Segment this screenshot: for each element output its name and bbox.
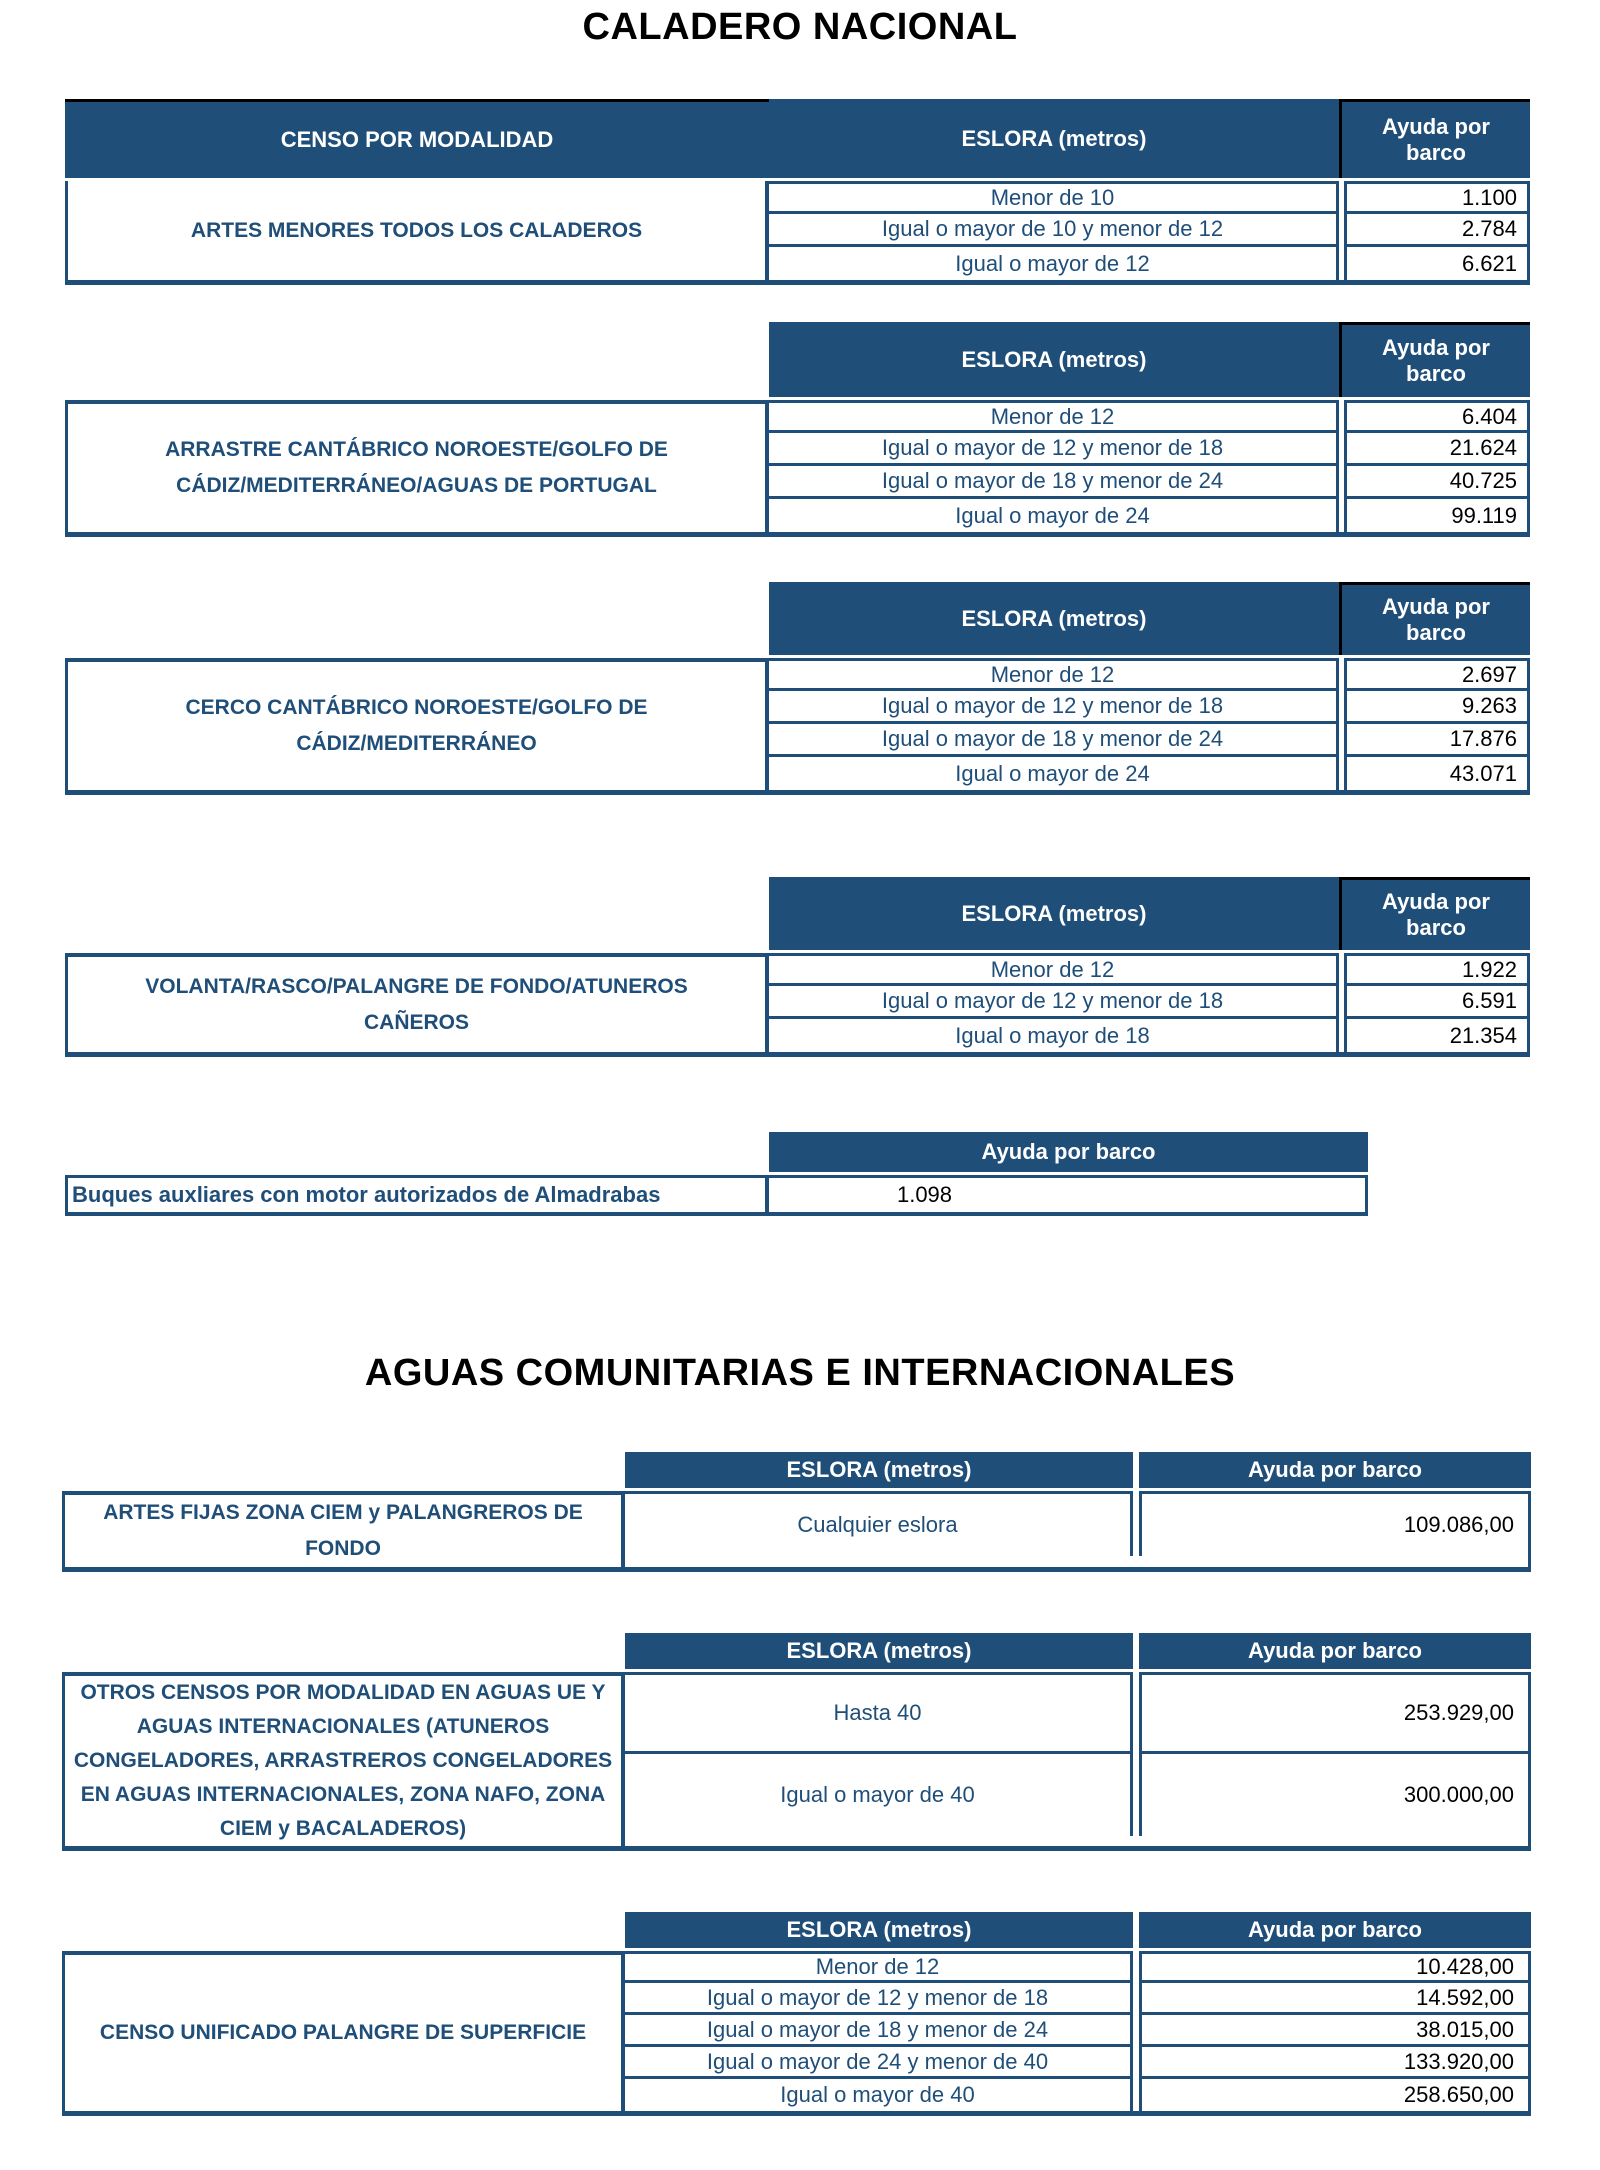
table-row — [769, 658, 1527, 691]
ayuda-value: 1.100 — [1344, 181, 1527, 214]
ayuda-value: 6.621 — [1344, 247, 1527, 280]
ayuda-header: Ayuda por barco — [1139, 1633, 1531, 1669]
table-body — [65, 1175, 1368, 1216]
table-row — [625, 1754, 1528, 1836]
ayuda-header: Ayuda por barco — [1339, 582, 1530, 655]
ayuda-value: 1.922 — [1344, 953, 1527, 986]
table-row — [769, 214, 1527, 247]
eslora-header: ESLORA (metros) — [625, 1633, 1133, 1669]
table-row — [769, 499, 1527, 532]
table-rows — [625, 1491, 1531, 1567]
table-header — [62, 1452, 1531, 1488]
table-header — [62, 1912, 1531, 1948]
ayuda-value: 2.697 — [1344, 658, 1527, 691]
eslora-cell: Igual o mayor de 12 y menor de 18 — [769, 986, 1339, 1019]
table-volanta — [65, 877, 1530, 1057]
ayuda-value: 10.428,00 — [1139, 1951, 1528, 1983]
eslora-cell: Menor de 12 — [769, 658, 1339, 691]
eslora-cell: Igual o mayor de 12 — [769, 247, 1339, 280]
table-rows — [769, 658, 1530, 790]
eslora-cell: Igual o mayor de 10 y menor de 12 — [769, 214, 1339, 247]
table-artes-fijas — [62, 1452, 1531, 1572]
header-spacer — [65, 1132, 769, 1172]
eslora-cell: Igual o mayor de 40 — [625, 2079, 1133, 2111]
table-row — [625, 1491, 1528, 1556]
ayuda-header: Ayuda por barco — [1339, 322, 1530, 397]
ayuda-value: 258.650,00 — [1139, 2079, 1528, 2111]
table-body — [65, 181, 1530, 285]
eslora-header: ESLORA (metros) — [625, 1452, 1133, 1488]
ayuda-value: 133.920,00 — [1139, 2047, 1528, 2079]
ayuda-value: 40.725 — [1344, 466, 1527, 499]
modalidad-label: ARTES FIJAS ZONA CIEM y PALANGREROS DE FONDO — [62, 1491, 625, 1567]
table-row — [625, 2015, 1528, 2047]
eslora-cell: Igual o mayor de 40 — [625, 1754, 1133, 1836]
modalidad-label: Buques auxliares con motor autorizados de Almadrabas — [65, 1175, 769, 1212]
header-spacer — [62, 1912, 625, 1948]
modalidad-label: OTROS CENSOS POR MODALIDAD EN AGUAS UE Y AGUAS INTERNACIONALES (ATUNEROS CONGELADORES, ARRASTREROS CONGELADORES EN AGUAS INTERNACIONALES, ZONA NAFO, ZONA CIEM y BACALADEROS) — [62, 1672, 625, 1846]
table-body — [65, 658, 1530, 795]
ayuda-header: Ayuda por barco — [1139, 1452, 1531, 1488]
ayuda-header: Ayuda por barco — [1339, 877, 1530, 950]
ayuda-value: 9.263 — [1344, 691, 1527, 724]
table-cerco — [65, 582, 1530, 795]
table-row — [769, 986, 1527, 1019]
table-row — [625, 2047, 1528, 2079]
table-censo-unificado — [62, 1912, 1531, 2116]
eslora-cell: Igual o mayor de 18 y menor de 24 — [769, 724, 1339, 757]
table-otros-censos — [62, 1633, 1531, 1851]
table-row — [769, 400, 1527, 433]
table-rows — [625, 1951, 1531, 2111]
eslora-header: ESLORA (metros) — [769, 877, 1339, 950]
eslora-cell: Igual o mayor de 24 — [769, 757, 1339, 790]
table-row — [769, 1019, 1527, 1052]
eslora-cell: Hasta 40 — [625, 1672, 1133, 1754]
modalidad-label: ARTES MENORES TODOS LOS CALADEROS — [65, 181, 769, 280]
table-header — [65, 322, 1530, 397]
table-row — [769, 691, 1527, 724]
ayuda-value: 14.592,00 — [1139, 1983, 1528, 2015]
ayuda-value: 300.000,00 — [1139, 1754, 1528, 1836]
eslora-cell: Igual o mayor de 12 y menor de 18 — [769, 691, 1339, 724]
table-rows — [769, 400, 1530, 532]
modalidad-label: VOLANTA/RASCO/PALANGRE DE FONDO/ATUNEROS CAÑEROS — [65, 953, 769, 1052]
ayuda-value: 253.929,00 — [1139, 1672, 1528, 1754]
eslora-cell: Menor de 12 — [769, 953, 1339, 986]
table-rows — [769, 181, 1530, 280]
ayuda-header: Ayuda por barco — [769, 1132, 1368, 1172]
modalidad-label: ARRASTRE CANTÁBRICO NOROESTE/GOLFO DE CÁDIZ/MEDITERRÁNEO/AGUAS DE PORTUGAL — [65, 400, 769, 532]
table-row — [769, 953, 1527, 986]
table-almadrabas — [65, 1132, 1368, 1216]
eslora-cell: Menor de 12 — [769, 400, 1339, 433]
table-row — [625, 1951, 1528, 1983]
eslora-cell: Igual o mayor de 18 y menor de 24 — [625, 2015, 1133, 2047]
ayuda-value: 1.098 — [769, 1175, 1368, 1212]
eslora-cell: Igual o mayor de 18 — [769, 1019, 1339, 1052]
table-artes-menores — [65, 99, 1530, 285]
table-row — [769, 466, 1527, 499]
header-spacer — [62, 1633, 625, 1669]
table-row — [625, 2079, 1528, 2111]
eslora-cell: Igual o mayor de 24 y menor de 40 — [625, 2047, 1133, 2079]
table-rows — [625, 1672, 1531, 1846]
censo-modalidad-header: CENSO POR MODALIDAD — [65, 99, 769, 178]
ayuda-value: 21.624 — [1344, 433, 1527, 466]
table-header — [65, 877, 1530, 950]
eslora-cell: Igual o mayor de 24 — [769, 499, 1339, 532]
header-spacer — [62, 1452, 625, 1488]
section-title-aguas-comunitarias: AGUAS COMUNITARIAS E INTERNACIONALES — [364, 1352, 1236, 1394]
ayuda-value: 99.119 — [1344, 499, 1527, 532]
eslora-cell: Menor de 12 — [625, 1951, 1133, 1983]
eslora-cell: Igual o mayor de 18 y menor de 24 — [769, 466, 1339, 499]
table-body — [65, 953, 1530, 1057]
ayuda-value: 2.784 — [1344, 214, 1527, 247]
ayuda-value: 21.354 — [1344, 1019, 1527, 1052]
ayuda-value: 6.404 — [1344, 400, 1527, 433]
ayuda-header: Ayuda por barco — [1339, 99, 1530, 178]
ayuda-value: 109.086,00 — [1139, 1491, 1528, 1556]
table-body — [62, 1672, 1531, 1851]
table-header — [65, 582, 1530, 655]
table-arrastre — [65, 322, 1530, 537]
ayuda-value: 6.591 — [1344, 986, 1527, 1019]
table-row — [769, 181, 1527, 214]
section-title-caladero-nacional: CALADERO NACIONAL — [582, 6, 1018, 48]
eslora-header: ESLORA (metros) — [625, 1912, 1133, 1948]
header-spacer — [65, 322, 769, 397]
table-body — [62, 1951, 1531, 2116]
ayuda-value: 38.015,00 — [1139, 2015, 1528, 2047]
modalidad-label: CERCO CANTÁBRICO NOROESTE/GOLFO DE CÁDIZ/MEDITERRÁNEO — [65, 658, 769, 790]
table-body — [65, 400, 1530, 537]
eslora-header: ESLORA (metros) — [769, 99, 1339, 178]
eslora-cell: Igual o mayor de 12 y menor de 18 — [769, 433, 1339, 466]
eslora-cell: Cualquier eslora — [625, 1491, 1133, 1556]
table-header — [65, 99, 1530, 178]
table-row — [769, 757, 1527, 790]
ayuda-value: 17.876 — [1344, 724, 1527, 757]
table-row — [625, 1672, 1528, 1754]
table-body — [62, 1491, 1531, 1572]
table-header — [65, 1132, 1368, 1172]
table-row — [769, 724, 1527, 757]
header-spacer — [65, 877, 769, 950]
eslora-header: ESLORA (metros) — [769, 582, 1339, 655]
table-rows — [769, 953, 1530, 1052]
table-row — [769, 247, 1527, 280]
header-spacer — [65, 582, 769, 655]
table-header — [62, 1633, 1531, 1669]
ayuda-value: 43.071 — [1344, 757, 1527, 790]
eslora-cell: Menor de 10 — [769, 181, 1339, 214]
eslora-header: ESLORA (metros) — [769, 322, 1339, 397]
modalidad-label: CENSO UNIFICADO PALANGRE DE SUPERFICIE — [62, 1951, 625, 2111]
eslora-cell: Igual o mayor de 12 y menor de 18 — [625, 1983, 1133, 2015]
ayuda-header: Ayuda por barco — [1139, 1912, 1531, 1948]
table-row — [769, 433, 1527, 466]
table-row — [625, 1983, 1528, 2015]
